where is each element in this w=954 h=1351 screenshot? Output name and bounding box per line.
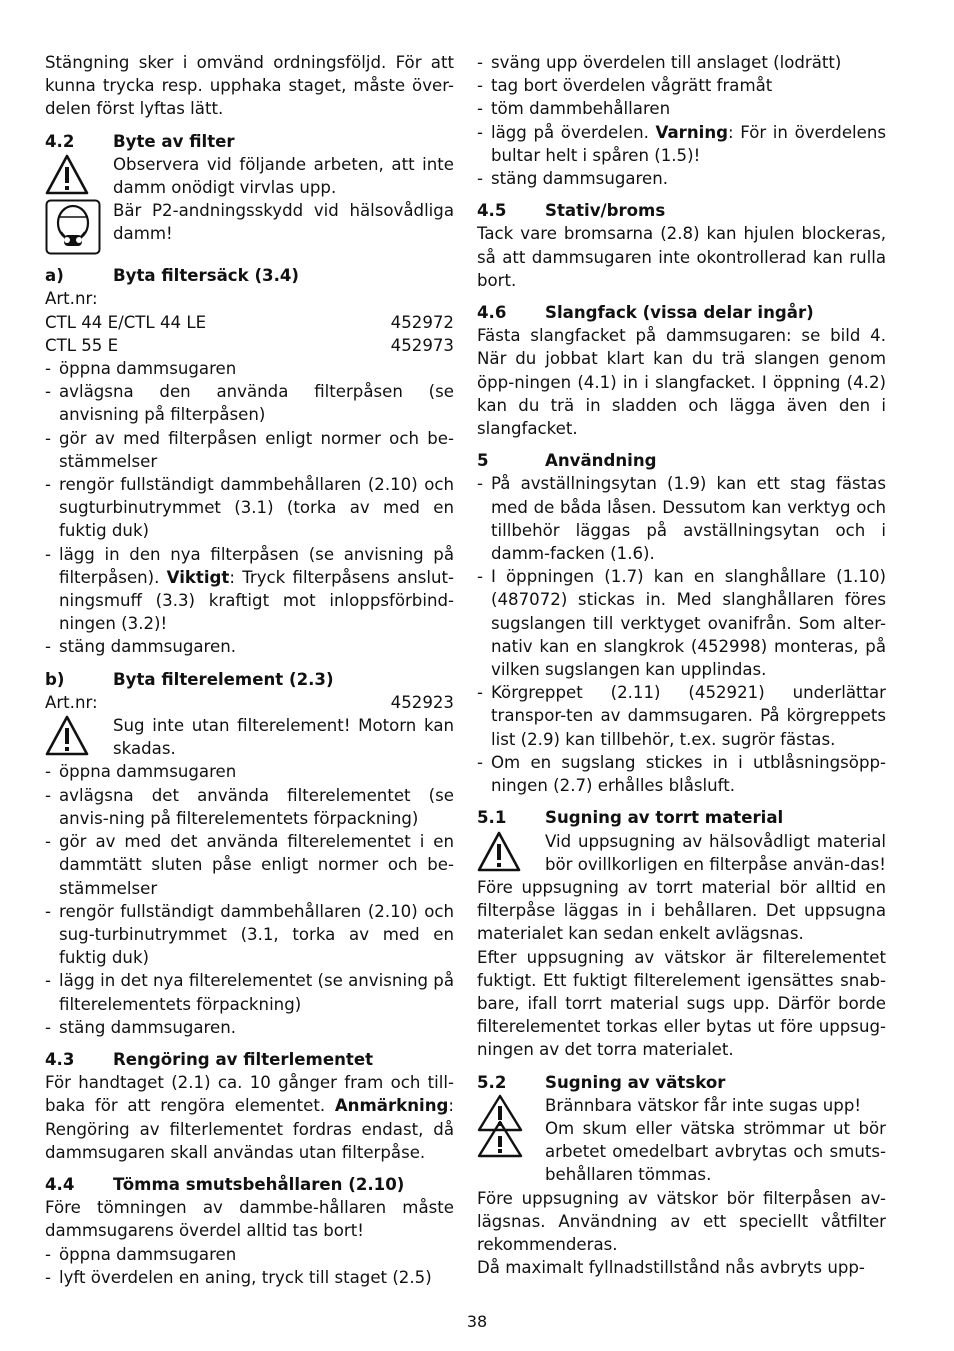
section-5-2-text: Före uppsugning av vätskor bör filterpåsen av-lägsnas. Användning av ett speciellt våtfilter rekommenderas. xyxy=(477,1188,886,1254)
section-4-3-heading: 4.3 Rengöring av filterlementet xyxy=(45,1049,374,1069)
section-4-6-heading: 4.6 Slangfack (vissa delar ingår) xyxy=(477,303,814,323)
section-b-heading: b) Byta filterelement (2.3) xyxy=(45,669,334,689)
section-5-2-heading: 5.2 Sugning av vätskor xyxy=(477,1072,726,1092)
section-4-3-text: För handtaget (2.1) ca. 10 gånger fram och till-baka för att rengöra elementet. Anmärkning: Rengöring av filterlementet fordras endast, då dammsugaren skall användas utan filterpåse. xyxy=(45,1073,454,1162)
section-4-5-heading: 4.5 Stativ/broms xyxy=(477,201,666,221)
respirator-mask-icon xyxy=(45,199,113,255)
warning-triangle-icon xyxy=(477,830,545,876)
list-item: - Om en sugslang stickes in i utblåsningsöpp-ningen (2.7) erhålles blåsluft. xyxy=(477,751,886,797)
list-item: - stäng dammsugaren. xyxy=(45,635,454,658)
list-item: - stäng dammsugaren. xyxy=(45,1016,454,1039)
list-item: - På avställningsytan (1.9) kan ett stag fästas med de båda låsen. Dessutom kan verktyg och tillbehör läggas på avställningsytan och i damm-facken (1.6). xyxy=(477,472,886,565)
warning-block-hazardous: Vid uppsugning av hälsovådligt material bör ovillkorligen en filterpåse använ-das! xyxy=(477,830,886,876)
section-a-heading: a) Byta filtersäck (3.4) xyxy=(45,266,300,286)
section-5-heading: 5 Användning xyxy=(477,451,657,471)
right-column xyxy=(477,51,886,1279)
empty-container-steps-cont xyxy=(477,51,886,190)
list-item: - gör av med det använda filterelementet i en dammtätt sluten påse enligt normer och be-stämmelser xyxy=(45,830,454,900)
list-item: - rengör fullständigt dammbehållaren (2.10) och sugturbinutrymmet (3.1) (torka av med en fuktig duk) xyxy=(45,473,454,543)
warning-block-motor: Sug inte utan filterelement! Motorn kan skadas. xyxy=(45,714,454,760)
intro-paragraph: Stängning sker i omvänd ordningsföljd. För att kunna trycka resp. upphaka staget, måste över-delen först lyftas lätt. xyxy=(45,53,454,119)
list-item: - tag bort överdelen vågrätt framåt xyxy=(477,74,886,97)
list-item: - lägg på överdelen. Varning: För in överdelens bultar helt i spåren (1.5)! xyxy=(477,121,886,167)
list-item: - töm dammbehållaren xyxy=(477,97,886,120)
usage-list xyxy=(477,472,886,797)
list-item: - I öppningen (1.7) kan en slanghållare (1.10) (487072) stickas in. Med slanghållaren föres sugslangen till verktyget ovanifrån. Som alter-nativ kan en slangkrok (452998) monteras, på vilken sugslangen kan upplindas. xyxy=(477,565,886,681)
warning-triangles-icon xyxy=(477,1094,545,1187)
list-item: - stäng dammsugaren. xyxy=(477,167,886,190)
section-4-4-text: Före tömningen av dammbe-hållaren måste dammsugarens överdel alltid tas bort! xyxy=(45,1198,454,1241)
warning-block-liquids: Brännbara vätskor får inte sugas upp! Om skum eller vätska strömmar ut bör arbetet omedelbart avbrytas och smuts-behållaren tömmas. xyxy=(477,1094,886,1187)
warning-block-dust: Observera vid följande arbeten, att inte damm onödigt virvlas upp. xyxy=(45,153,454,199)
left-column xyxy=(45,51,454,1289)
list-item: - öppna dammsugaren xyxy=(45,1243,454,1266)
section-5-2-text: Då maximalt fyllnadstillstånd nås avbryts upp- xyxy=(477,1258,865,1278)
art-row: Art.nr: 452923 xyxy=(45,692,454,712)
list-item: - lägg in den nya filterpåsen (se anvisning på filterpåsen). Viktigt: Tryck filterpåsens anslut-ningsmuff (3.3) kraftigt mot inloppsförbind-ningen (3.2)! xyxy=(45,543,454,636)
respirator-block: Bär P2-andningsskydd vid hälsovådliga damm! xyxy=(45,199,454,255)
list-item: - lyft överdelen en aning, tryck till staget (2.5) xyxy=(45,1266,454,1289)
list-item: - rengör fullständigt dammbehållaren (2.10) och sug-turbinutrymmet (3.1, torka av med en fuktig duk) xyxy=(45,900,454,970)
section-4-6-text: Fästa slangfacket på dammsugaren: se bild 4. När du jobbat klart kan du trä slangen genom öpp-ningen (4.1) in i slangfacket. I öppning (4.2) kan du trä in sladden och lägga även den i slangfacket. xyxy=(477,326,886,439)
list-item: - sväng upp överdelen till anslaget (lodrätt) xyxy=(477,51,886,74)
warning-triangle-icon xyxy=(45,714,113,760)
list-item: - gör av med filterpåsen enligt normer och be-stämmelser xyxy=(45,427,454,473)
list-item: - öppna dammsugaren xyxy=(45,760,454,783)
art-row: CTL 44 E/CTL 44 LE 452972 xyxy=(45,312,454,332)
list-item: - öppna dammsugaren xyxy=(45,357,454,380)
section-4-5-text: Tack vare bromsarna (2.8) kan hjulen blockeras, så att dammsugaren inte okontrollerad kan rulla bort. xyxy=(477,224,886,290)
filter-bag-steps xyxy=(45,357,454,659)
page-number: 38 xyxy=(466,1312,488,1331)
section-5-1-text: Efter uppsugning av vätskor är filterelementet fuktigt. Ett fuktigt filterelement igensättes snab-bare, ifall torrt material sugs upp. Därför borde filterelementet torkas eller bytas ut före uppsug-ningen av det torra materialet. xyxy=(477,947,886,1060)
warning-triangle-icon xyxy=(45,153,113,199)
list-item: - Körgreppet (2.11) (452921) underlättar transpor-ten av dammsugaren. På körgreppets list (2.9) kan tillbehör, t.ex. sugrör fästas. xyxy=(477,681,886,751)
filter-element-steps xyxy=(45,760,454,1038)
art-label: Art.nr: xyxy=(45,289,98,309)
section-5-1-text: Före uppsugning av torrt material bör alltid en filterpåse läggas in i behållaren. Det uppsugna materialet kan sedan enkelt avlägsnas. xyxy=(477,877,886,944)
list-item: - avlägsna den använda filterpåsen (se anvisning på filterpåsen) xyxy=(45,380,454,426)
section-5-1-heading: 5.1 Sugning av torrt material xyxy=(477,808,784,828)
section-4-4-heading: 4.4 Tömma smutsbehållaren (2.10) xyxy=(45,1174,405,1194)
section-4-2-heading: 4.2 Byte av filter xyxy=(45,131,235,151)
list-item: - lägg in det nya filterelementet (se anvisning på filterelementets förpackning) xyxy=(45,969,454,1015)
art-row: CTL 55 E 452973 xyxy=(45,335,454,355)
list-item: - avlägsna det använda filterelementet (se anvis-ning på filterelementets förpackning) xyxy=(45,784,454,830)
empty-container-steps xyxy=(45,1243,454,1289)
